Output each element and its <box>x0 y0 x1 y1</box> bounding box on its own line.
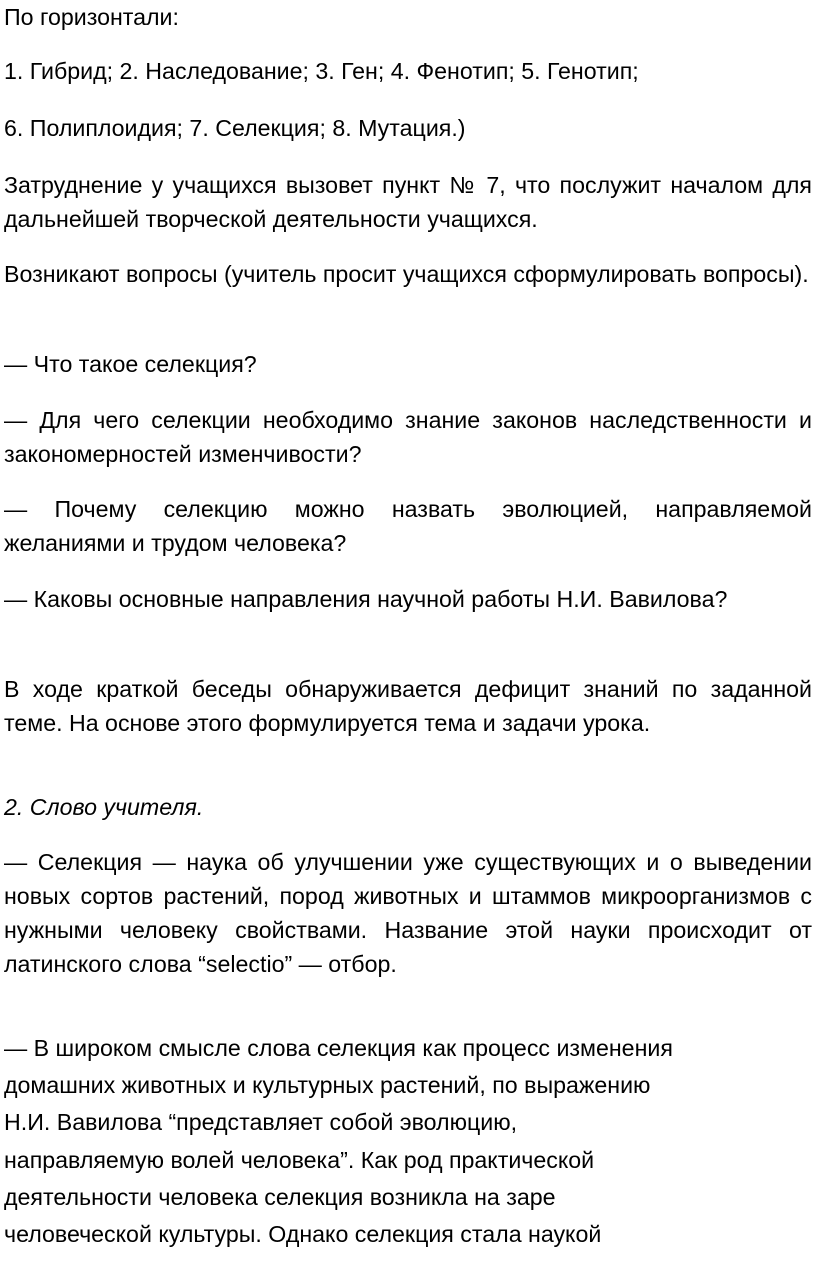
broad-sense-line: — В широком смысле слова селекция как процесс изменения <box>4 1035 673 1061</box>
broad-sense-line: домашних животных и культурных растений, по выражению <box>4 1072 651 1098</box>
broad-sense-line: человеческой культуры. Однако селекция стала наукой <box>4 1221 602 1247</box>
questions-intro: Возникают вопросы (учитель просит учащихся сформулировать вопросы). <box>4 261 809 287</box>
broad-sense-line: деятельности человека селекция возникла на заре <box>4 1184 556 1210</box>
broad-sense-line: направляемую волей человека”. Как род практической <box>4 1147 595 1173</box>
definition-paragraph: — Селекция — наука об улучшении уже существующих и о выведении новых сортов растений, пород животных и штаммов микроорганизмов с нужными человеку свойствами. Название этой науки происходит от латинского слова “selectio” — отбор. <box>4 849 812 977</box>
question-item: — Почему селекцию можно назвать эволюцией, направляемой желаниями и трудом человека? <box>4 496 812 556</box>
conversation-paragraph: В ходе краткой беседы обнаруживается дефицит знаний по заданной теме. На основе этого формулируется тема и задачи урока. <box>4 676 812 736</box>
question-item: — Каковы основные направления научной работы Н.И. Вавилова? <box>4 586 728 612</box>
section-heading: 2. Слово учителя. <box>4 794 204 820</box>
heading-horizontal: По горизонтали: <box>4 4 179 30</box>
question-item: — Для чего селекции необходимо знание законов наследственности и закономерностей изменчивости? <box>4 407 812 467</box>
answers-line-1: 1. Гибрид; 2. Наследование; 3. Ген; 4. Фенотип; 5. Генотип; <box>4 58 639 84</box>
broad-sense-line: Н.И. Вавилова “представляет собой эволюцию, <box>4 1109 518 1135</box>
answers-line-2: 6. Полиплоидия; 7. Селекция; 8. Мутация.) <box>4 115 466 141</box>
difficulty-paragraph: Затруднение у учащихся вызовет пункт № 7, что послужит началом для дальнейшей творческой деятельности учащихся. <box>4 172 812 232</box>
question-item: — Что такое селекция? <box>4 351 257 377</box>
